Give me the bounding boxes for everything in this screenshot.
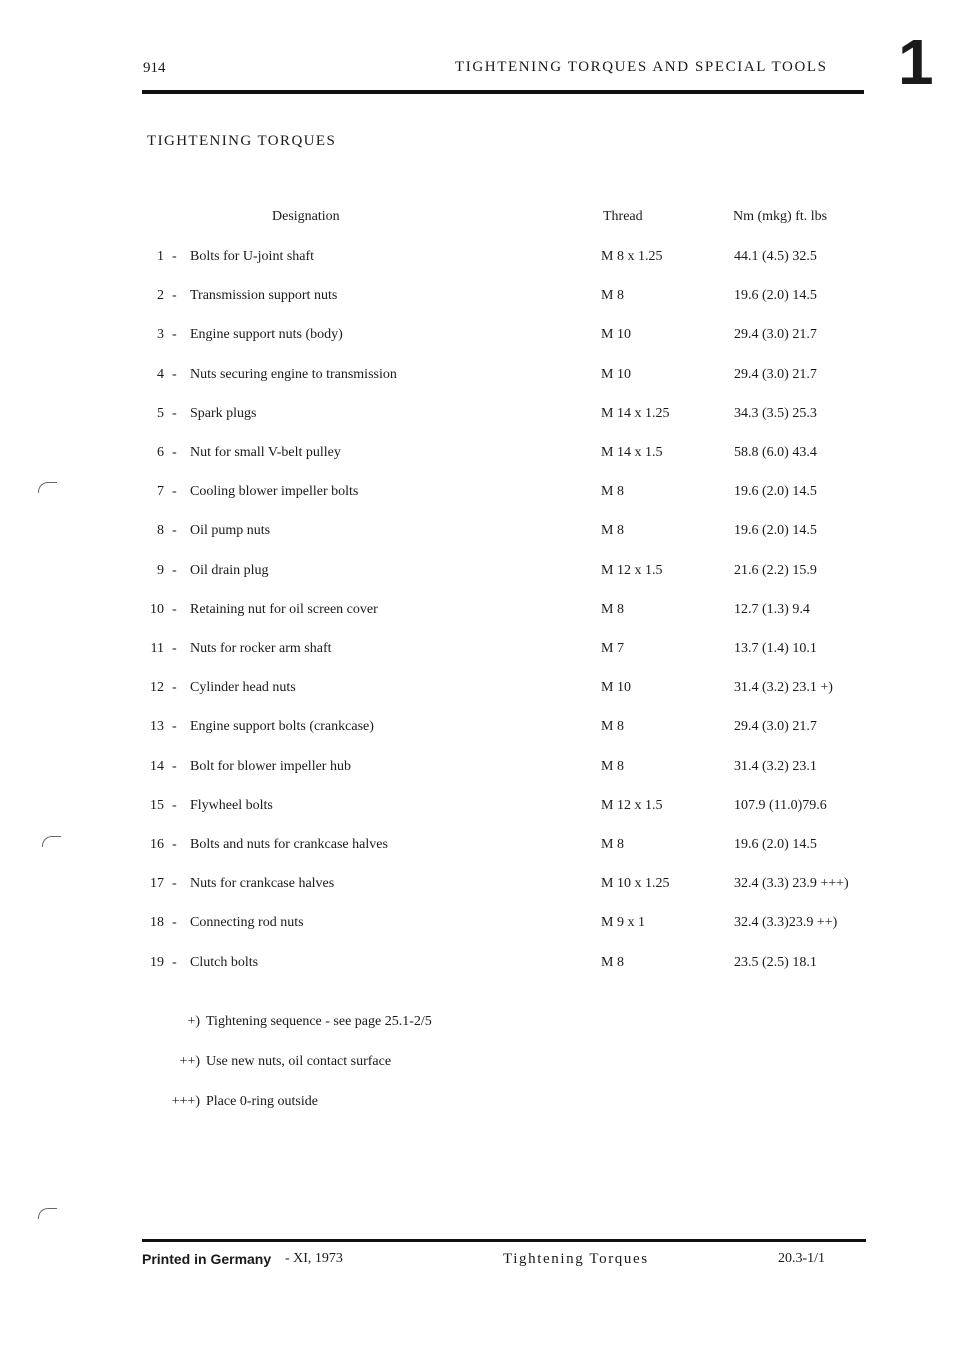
row-number: 18: [150, 915, 164, 931]
column-header-torque: Nm (mkg) ft. lbs: [733, 209, 828, 224]
row-designation: Clutch bolts: [190, 954, 259, 970]
row-number: 10: [150, 601, 164, 617]
row-number: 16: [150, 837, 164, 852]
row-dash: -: [172, 876, 177, 892]
table-row: [0, 680, 960, 704]
row-designation: Retaining nut for oil screen cover: [190, 601, 378, 617]
row-dash: -: [172, 327, 177, 343]
header-rule: [142, 90, 864, 94]
row-designation: Nut for small V-belt pulley: [190, 445, 341, 460]
chapter-number: 1: [898, 26, 934, 98]
row-dash: -: [172, 366, 177, 382]
table-row: [0, 915, 960, 939]
row-designation: Nuts for rocker arm shaft: [190, 641, 332, 656]
row-torque: 31.4 (3.2) 23.1: [734, 758, 817, 774]
row-number: 3: [157, 327, 164, 343]
row-torque: 23.5 (2.5) 18.1: [734, 954, 817, 970]
table-row: [0, 759, 960, 783]
row-torque: 19.6 (2.0) 14.5: [734, 484, 817, 500]
row-number: 8: [157, 523, 164, 539]
row-thread: M 10: [601, 366, 631, 382]
row-designation: Cylinder head nuts: [190, 680, 296, 696]
row-torque: 12.7 (1.3) 9.4: [734, 601, 810, 617]
row-torque: 19.6 (2.0) 14.5: [734, 523, 817, 539]
table-row: [0, 602, 960, 626]
margin-mark: [42, 836, 61, 847]
row-number: 1: [157, 249, 164, 264]
row-torque: 32.4 (3.3)23.9 ++): [734, 915, 838, 931]
row-thread: M 8 x 1.25: [601, 249, 663, 264]
row-dash: -: [172, 954, 177, 970]
row-thread: M 14 x 1.25: [601, 405, 670, 421]
row-designation: Nuts for crankcase halves: [190, 876, 335, 892]
row-thread: M 8: [601, 523, 624, 539]
footnote-text: Place 0-ring outside: [206, 1094, 318, 1109]
table-row: [0, 327, 960, 351]
row-number: 19: [150, 954, 164, 970]
row-torque: 31.4 (3.2) 23.1 +): [734, 680, 833, 696]
row-torque: 34.3 (3.5) 25.3: [734, 405, 817, 421]
row-dash: -: [172, 249, 177, 264]
row-thread: M 8: [601, 954, 624, 970]
table-row: [0, 719, 960, 743]
row-designation: Nuts securing engine to transmission: [190, 366, 397, 382]
footnote-mark: ++): [179, 1054, 200, 1069]
row-number: 7: [157, 484, 164, 500]
row-dash: -: [172, 601, 177, 617]
row-dash: -: [172, 915, 177, 931]
footer-printed: Printed in Germany: [142, 1251, 272, 1267]
row-torque: 107.9 (11.0)79.6: [734, 797, 827, 813]
row-thread: M 7: [601, 641, 624, 656]
row-number: 11: [150, 641, 164, 656]
row-thread: M 8: [601, 484, 624, 500]
row-torque: 32.4 (3.3) 23.9 +++): [734, 876, 849, 892]
row-dash: -: [172, 641, 177, 656]
row-number: 9: [157, 562, 164, 578]
row-number: 4: [157, 366, 164, 382]
row-torque: 19.6 (2.0) 14.5: [734, 837, 817, 852]
table-row: [0, 367, 960, 391]
table-row: [0, 249, 960, 273]
row-designation: Bolts for U-joint shaft: [190, 249, 315, 264]
row-designation: Cooling blower impeller bolts: [190, 484, 359, 500]
row-number: 17: [150, 876, 164, 892]
footer-date: - XI, 1973: [285, 1251, 343, 1266]
table-row: [0, 484, 960, 508]
row-dash: -: [172, 523, 177, 539]
row-thread: M 9 x 1: [601, 915, 645, 931]
row-thread: M 10: [601, 680, 631, 696]
footnote-text: Tightening sequence - see page 25.1-2/5: [206, 1014, 432, 1029]
footnote-mark: +): [187, 1014, 200, 1029]
margin-mark: [38, 1208, 57, 1219]
footer-code: 20.3-1/1: [778, 1251, 826, 1266]
footer-rule: [142, 1239, 866, 1242]
footnote-text: Use new nuts, oil contact surface: [206, 1054, 392, 1069]
table-row: [0, 876, 960, 900]
table-row: [0, 406, 960, 430]
row-torque: 29.4 (3.0) 21.7: [734, 719, 817, 735]
row-torque: 21.6 (2.2) 15.9: [734, 562, 817, 578]
row-designation: Engine support nuts (body): [190, 327, 343, 343]
row-thread: M 10 x 1.25: [601, 876, 670, 892]
row-dash: -: [172, 445, 177, 460]
row-thread: M 8: [601, 288, 624, 304]
row-designation: Transmission support nuts: [190, 288, 338, 304]
row-number: 2: [157, 288, 164, 304]
table-row: [0, 445, 960, 469]
table-row: [0, 955, 960, 979]
row-designation: Bolt for blower impeller hub: [190, 758, 351, 774]
footer-title: Tightening Torques: [503, 1251, 649, 1267]
table-row: [0, 288, 960, 312]
row-number: 13: [150, 719, 164, 735]
row-torque: 44.1 (4.5) 32.5: [734, 249, 817, 264]
row-designation: Engine support bolts (crankcase): [190, 719, 374, 735]
table-row: [0, 641, 960, 665]
row-torque: 58.8 (6.0) 43.4: [734, 445, 817, 460]
section-title: TIGHTENING TORQUES: [147, 133, 337, 149]
table-row: [0, 798, 960, 822]
footnote-mark: +++): [171, 1094, 200, 1109]
table-row: [0, 523, 960, 547]
table-row: [0, 837, 960, 861]
row-thread: M 10: [601, 327, 631, 343]
row-dash: -: [172, 797, 177, 813]
row-dash: -: [172, 484, 177, 500]
row-dash: -: [172, 837, 177, 852]
column-header-thread: Thread: [603, 209, 643, 224]
row-dash: -: [172, 680, 177, 696]
row-torque: 29.4 (3.0) 21.7: [734, 327, 817, 343]
column-header-designation: Designation: [272, 209, 340, 224]
row-torque: 29.4 (3.0) 21.7: [734, 366, 817, 382]
row-thread: M 14 x 1.5: [601, 445, 663, 460]
table-row: [0, 563, 960, 587]
row-number: 15: [150, 797, 164, 813]
row-torque: 19.6 (2.0) 14.5: [734, 288, 817, 304]
row-thread: M 8: [601, 758, 624, 774]
row-thread: M 8: [601, 719, 624, 735]
row-number: 5: [157, 405, 164, 421]
row-designation: Bolts and nuts for crankcase halves: [190, 837, 388, 852]
row-designation: Flywheel bolts: [190, 797, 273, 813]
row-designation: Connecting rod nuts: [190, 915, 304, 931]
row-designation: Spark plugs: [190, 405, 257, 421]
row-thread: M 8: [601, 601, 624, 617]
row-dash: -: [172, 405, 177, 421]
row-number: 6: [157, 445, 164, 460]
row-thread: M 12 x 1.5: [601, 562, 663, 578]
row-designation: Oil pump nuts: [190, 523, 271, 539]
page-number: 914: [143, 60, 166, 76]
header-title: TIGHTENING TORQUES AND SPECIAL TOOLS: [455, 59, 828, 75]
margin-mark: [38, 482, 57, 493]
row-number: 12: [150, 680, 164, 696]
row-thread: M 8: [601, 837, 624, 852]
row-torque: 13.7 (1.4) 10.1: [734, 641, 817, 656]
row-dash: -: [172, 719, 177, 735]
row-designation: Oil drain plug: [190, 562, 269, 578]
row-thread: M 12 x 1.5: [601, 797, 663, 813]
row-dash: -: [172, 758, 177, 774]
row-dash: -: [172, 288, 177, 304]
row-dash: -: [172, 562, 177, 578]
row-number: 14: [150, 758, 164, 774]
